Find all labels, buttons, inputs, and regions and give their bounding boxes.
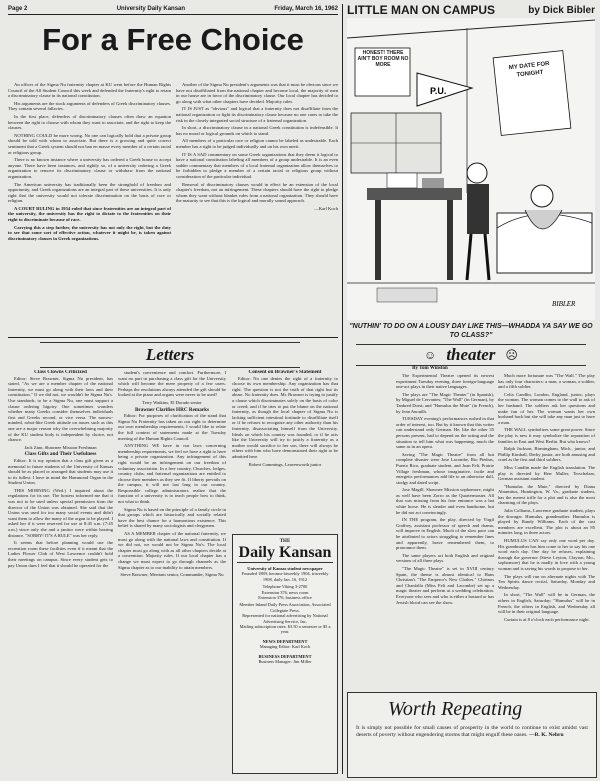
worth-repeating-signature: —B. K. Nehru — [529, 732, 564, 738]
paper-name: University Daily Kansan — [116, 6, 186, 12]
masthead-line: Represented for national advertising by National Advertising Service, Inc. — [242, 613, 328, 624]
letter-body: Editor: Steve Brawner, Sigma Nu president, has stated, "As we are a member chapter of the national fraternity, we must go along with their laws and their constitution." If we did not, we wouldn't be Sigma Nu's. Our standards, to be a Sigma Nu, one must support a clause ordering bigotry. One sometimes wonders whether many Greeks consider themselves individuals first and Greeks second, or vice versa. The narrow-minded, robot-like Greek attitude on issues such as this one are a major reason why the overwhelming majority of the KU student body is independent by choice, not chance. — [8, 375, 113, 443]
cartoon-drawing — [347, 18, 595, 320]
editorial-paragraph: IT IS JUST as "obvious" and logical that a fraternity does not disaffiliate from the national organization or fight its discriminatory clause because no one cares to take the risk in the closely integrated social structure of a fraternal organization. — [176, 106, 338, 123]
masthead-line: Managing Editor: Karl Koch — [259, 644, 311, 650]
theater-paragraph: "Humulus the Mute," directed by Diana Abramitus, Huntington, W. Va., graduate student, has the merest trifle for a plot and is also the most charming of the plays. — [498, 483, 595, 506]
theater-paragraph: Ralph Jackson, Birmingham, Mich., junior, and Phillip Kimball, Derby junior, are both amusing and cruel as the first and third soldiers. — [498, 446, 595, 463]
letter-heading: Consent on Brawner's Statement — [248, 370, 322, 375]
worth-repeating-box — [347, 692, 597, 778]
editorial-column-right — [176, 82, 338, 334]
editorial-paragraph: All members of a particular race or religion cannot be labeled as undesirable. Each member has a right to be judged individually and on his own merit. — [176, 138, 338, 149]
letter-heading: Brawner Clarifies HRC Remarks — [134, 406, 210, 413]
masthead-line: Member Inland Daily Press Association, Associated Collegiate Press. — [239, 602, 331, 613]
theater-paragraph: Jose Magill, Shawnee Mission sophomore, might as well have been Zorro as the Quartermaster. All that was missing from his four entrance was a hat white horse. He is slender and even handsome, but he did not act convincingly. — [396, 487, 494, 515]
masthead-line: Mailing subscription rates: $3.50 a semester or $5 a year. — [239, 624, 331, 635]
theater-paragraph: IN THE program, the play, directed by Virgil Godfrey, assistant professor of speech and drama, will improve in English. Much of the slow pace can be attributed to actors struggling to remember lines and apparently, brave remembered them, to pronounce them. — [396, 517, 494, 551]
letter-body: AS A MEMBER chapter of the national fraternity, we must go along with the national laws and constitution. If we did not, we would not be Sigma Nu's. The local chapter must go along with as all other chapters decide at a convention. Majority rules. If our local chapter has a change we must expect to go through channels as the Sigma chapter as to our inability to attain members. — [118, 531, 226, 570]
daily-kansan-masthead-box — [232, 534, 338, 774]
editorial-paragraph: In the first place, defenders of discriminatory clauses often draw an equation between the right to choose with whom they want to associate, and the right to keep the clauses. — [8, 113, 171, 131]
vertical-divider — [342, 4, 343, 774]
letter-body: ANYTHING WE have in our laws concerning membership requirements, we feel we have a right to have being a private organization. Any infringement of this right would be an infringement on our freedom of voluntary association. In a free country, Churches, lodges, country clubs, and fraternal organizations are entitled to choose their members as they see fit. If liberty prevails on the campus, it will not last long in our country. Responsible college administrators realize that the function of a university is to teach people how to think, not what to think. — [118, 443, 226, 505]
theater-column-right — [498, 373, 595, 689]
cartoon-byline: by Dick Bibler — [528, 4, 595, 16]
theater-paragraph: "The Magic Theatre" is set in XVIII century Spain, the theme is almost identical to Hans Christian's "The Emperor's New Clothes." Chirinos and Chanfalla (Miss Felt and Lacombe) set up a magic theater and perform at a wedding celebration. Everyone who sees and who is either a bastard or has Jewish blood can see the show. — [396, 566, 494, 605]
page-number: Page 2 — [8, 6, 28, 12]
editorial-paragraph: A COURT RULING in 1954 ruled that since fraternities are an integral part of the university, the university has the right to dictate to the fraternities on their right to discriminate because of race. — [8, 205, 171, 223]
issue-date: Friday, March 16, 1962 — [274, 6, 338, 12]
theater-paragraph: The same players act both English and original versions of all three plays. — [396, 552, 494, 564]
theater-paragraph: The plays are "The Magic Theater" (in Spanish), by Miguel de Cervantes; "The Wall" (in German), by Tankred Dorst; and "Humulus the Mute" (in French), by Jean Anouilh. — [396, 391, 494, 414]
theater-paragraph: Miss Candlin made the English translation. The play is directed by Herr Muller, Terschelaar, German assistant student. — [498, 464, 595, 482]
masthead-line: Telephone Viking 3-2700 — [262, 584, 308, 590]
pennant-text: P.U. — [430, 86, 447, 96]
letter-signature: Steve Brawner, Merriam senior, Commander, Sigma Nu — [120, 572, 224, 578]
letter-body: student's convenience and comfort. Furthermore, I want no part in purchasing a class gift for the University which will become the mere property of a few users. Perhaps the resolutions always attended the gift should be looked at the piano and organs were never to be used! — [118, 370, 226, 398]
mask-icon: ☺ — [424, 347, 437, 362]
poster-right-text: MY DATE FOR TONIGHT — [508, 61, 550, 79]
editorial-paragraph: His arguments are the stock arguments of defenders of Greek discriminatory clauses. They contain several fallacies. — [8, 100, 171, 112]
letter-body: Editor: It is my opinion that a class gift given as a memorial to future students of the University of Kansas should be as placed or arranged that students may use it to its fullest. I have in mind the Hammond Organ in the Student Union. — [8, 457, 113, 486]
theater-paragraph: TUESDAY evening's performances rushed in that order of interest, too. But by it known that this writer can understand only German. He, like the other 35 persons present, had to depend on the acting and the situation to tell him what was happening, much the same as in an opera. — [396, 416, 494, 450]
editorial-column-left — [8, 82, 171, 334]
cartoon-illustration — [347, 18, 595, 320]
letter-heading: Class Clowns Criticized — [34, 370, 87, 375]
editorial-paragraph: In short, a discriminatory clause in a national Greek constitution is indefensible. It has no moral or logical grounds on which to stand. — [176, 125, 338, 136]
masthead-rule — [8, 14, 338, 15]
theater-paragraph: Much more fortunate was "The Wall." The play has only four characters: a man, a woman, a soldier, and a fifth soldier. — [498, 373, 595, 390]
letter-body: Sigma Nu is based on the principle of a family circle in that groups which are historically and socially related have the best chance for a harmonious existence. This belief is shared by many sociologists and clergymen. — [118, 506, 226, 529]
worth-repeating-quote: It is simply not possible for small causes of prosperity in the world to continue to exist amidst vast deserts of poverty without engendering storms that might engulf these oases. — [356, 725, 588, 738]
letters-banner — [40, 342, 300, 368]
editorial-headline: For a Free Choice — [42, 22, 304, 57]
masthead-line: NEWS DEPARTMENT — [262, 638, 308, 644]
letter-signature: Robert Cummings, Leavenworth junior — [248, 461, 322, 467]
letters-rule-top — [8, 337, 338, 338]
editorial-paragraph: The American university has traditionally been the stronghold of freedom and opportunity, and Greek organizations are an integral part of these universities. It is only right that the university would not tolerate discrimination on the basis of race or religion. — [8, 181, 171, 204]
masthead-line: Business Manager: Jim Miller — [258, 659, 312, 665]
masthead-line: BUSINESS DEPARTMENT — [258, 653, 312, 659]
editorial-paragraph: Removal of discriminatory clauses would in effect be an extension of the local chapter's freedom, not an infringement. These chapters should have the right to pledge whom they want without blanket rules from a national organization. They should have the maturity to see that this is the logical and morally sound approach. — [176, 181, 338, 204]
cartoon-signature: BIBLER — [552, 300, 576, 308]
theater-paragraph: The Experimental Theatre opened its newest experiment Tuesday evening, three foreign-language one-act plays in their native languages. — [396, 373, 494, 390]
letters-column-1 — [8, 370, 113, 775]
letters-column-2 — [118, 370, 226, 775]
letter-heading: Class Gifts and Their Usefulness — [24, 451, 97, 458]
editorial-paragraph: NOTHING COULD be more wrong. No one can logically hold that a private group should be told with whom to associate. But there is a growing and quite correct sentiment that a Greek system should not ban en masse every member of a certain racial or religious group. — [8, 132, 171, 155]
letter-body: Editor: No one denies the right of a fraternity to choose its own membership. Any organization has that right. The question is not the truth of that right but its abuse. No fraternity does. Mr. Brawner is trying to justify a clause which discriminates solely on the basis of color or creed; and if he tries to put the blame on the national fraternity, as though the local chapter of Sigma Nu is lacking sufficient intestinal fortitude to disaffiliate itself or if he refuses to recognize any other authority than his fraternity, disassociating himself from the University. Ideals on which his country was founded, or if he acts like the University will try to justify a fraternity as a mother would sacrifice to her son, there will always be others with him who have demonstrated their right to be admitted here. — [232, 375, 338, 459]
theater-paragraph: Celia Candlin, London, England, junior, plays the woman. The woman comes to the wall to ask of her husband. The soldiers ask her questions and make fun of her. The woman wants her own husband back but she will take any man just to have a man. — [498, 391, 595, 425]
cartoon-title: LITTLE MAN ON CAMPUS — [347, 3, 495, 17]
poster-left-text: HONEST! THERE AIN'T BOY ROOM NO MORE — [357, 50, 409, 68]
editorial-paragraph: IT IS A SAD commentary on some Greek organizations that they deem it logical to have a national constitution labeling all members of a group undesirable. It is an even sadder commentary that members of a local fraternal organization allow themselves to be forbidden to pledge a member of a certain racial or religious group without consideration of the particular individual. — [176, 151, 338, 179]
letter-signature: Terry Watkins, El Dorado senior — [142, 399, 202, 405]
worth-repeating-body — [356, 725, 588, 739]
masthead-line: University of Kansas student newspaper — [247, 566, 323, 571]
masthead-the: THE — [279, 539, 291, 544]
letter-body: It seems that before planning would use the recreation room these facilities even if it meant that the Ladies Flower Club of West Lawrence couldn't hold their meetings on campus. Since every student gets to pay Union dues I feel that it should be operated for the — [8, 540, 113, 568]
theater-paragraph: In short, "The Wall" will be in German, the others in English, Saturday; "Humulus" will be in French, the others in English, and Wednesday all will be in their original language. — [498, 592, 595, 615]
theater-byline: By Tom Winston — [412, 366, 448, 371]
masthead-line: Extension 376, news room — [261, 589, 309, 595]
cartoon-caption: "NUTHIN' TO DO ON A LOUSY DAY LIKE THIS—WHADDA YA SAY WE GO TO CLASS?" — [349, 323, 593, 339]
letters-title: Letters — [145, 345, 195, 364]
masthead-line: Extension 376, business office — [258, 595, 312, 601]
editorial-paragraph: Another of the Sigma Nu president's arguments was that it must be obvious since we have not disaffiliated from the national chapter and become local, the majority of men in our house are in favor of the discriminatory clause. Our local chapter has decided to go along with what other chapters have decided. Majority rules. — [176, 82, 338, 104]
theater-paragraph: Curtain is at 8 o'clock each performance night. — [504, 616, 590, 622]
theater-column-left — [396, 373, 494, 689]
worth-repeating-title: Worth Repeating — [388, 698, 523, 720]
editorial-paragraph: Carrying this a step farther, the university has not only the right, but the duty to see that some sort of effective action, whatever it might be, is taken against discriminatory clauses in Greek organizations. — [8, 224, 171, 241]
letter-body: Editor: For purposes of clarification of the stand that Sigma Nu Fraternity has taken on our right to determine our own membership requirements, I would like to relate the full context of statements made at the Tuesday meeting of the Human Rights Council. — [118, 413, 226, 441]
masthead-line: Founded 1889; became biweekly 1904, triweekly 1908, daily Jan. 16, 1912 — [241, 571, 329, 582]
letters-column-3 — [232, 370, 338, 530]
mask-icon: ☹ — [505, 347, 518, 362]
editorial-paragraph: There is no known instance where a university has ordered a Greek house to accept anyone. There have been instances, and rightly so, of a university ordering a Greek organization to remove its discriminatory clause or withdraw from the national organization. — [8, 157, 171, 179]
editorial-paragraph: An officer of the Sigma Nu fraternity chapter at KU went before the Human Rights Council of the All Student Council this week and defended the fraternity's right to retain a discriminatory clause in its national constitution. — [8, 82, 171, 99]
theater-paragraph: HUMULUS CAN say only one word per day. His grandmother has him come to her to say his one word each day. One day he refuses, explaining through the governor (Steve Leyton, Clayton, Mo., sophomore) that he is madly in love with a young woman and is saving his words to propose to her. — [498, 538, 595, 571]
cartoon-header — [347, 3, 595, 17]
letter-body: THIS MORNING (Wed.) I inquired about the regulations for its use. The hostess informed me that it was not to be used unless special permission from the director of the Union was obtained. She said that the Union was used for too many social events and didn't want them to allow the many of the organ to be played. I asked her if it were reserved for use at 8:45 a.m. (7:45 a.m.) since only she and a janitor were within hearing distance. "SORRY! IT'S A RULE" was her reply. — [8, 487, 113, 538]
editorial-signature: —Karl Koch — [314, 205, 338, 211]
page-masthead — [8, 4, 338, 14]
masthead-name: Daily Kansan — [238, 544, 332, 561]
theater-paragraph: Saving "The Magic Theatre" from all but complete disaster were Jose Lacombe, Rio Piedras, Puerto Rico, graduate student, and Joan Felt, Prairie Village freshman, whose imaginative, facile and energetic performances add life to an otherwise dull, stodgy and dated script. — [396, 451, 494, 485]
theater-title: theater — [446, 345, 496, 364]
theater-paragraph: THE WALL symbolizes some great power. Since the play is new it may symbolize the separation of families in East and West Berlin. But who knows? — [498, 427, 595, 444]
theater-banner — [356, 344, 586, 366]
theater-paragraph: The plays will run on alternate nights with The Ten Spirits dance recital, Saturday, Monday and Wednesday. — [498, 573, 595, 590]
letter-signature: Jack Zinn, Shawnee Mission Freshman — [24, 444, 97, 450]
theater-paragraph: Julia Colliams, Lawrence graduate student, plays the dowager. Humulus, grandmother. Humulus is played by Randy Williams. Each of the cast members are excellent. The plot is about an 85 minutes long, in three actors. — [498, 508, 595, 536]
